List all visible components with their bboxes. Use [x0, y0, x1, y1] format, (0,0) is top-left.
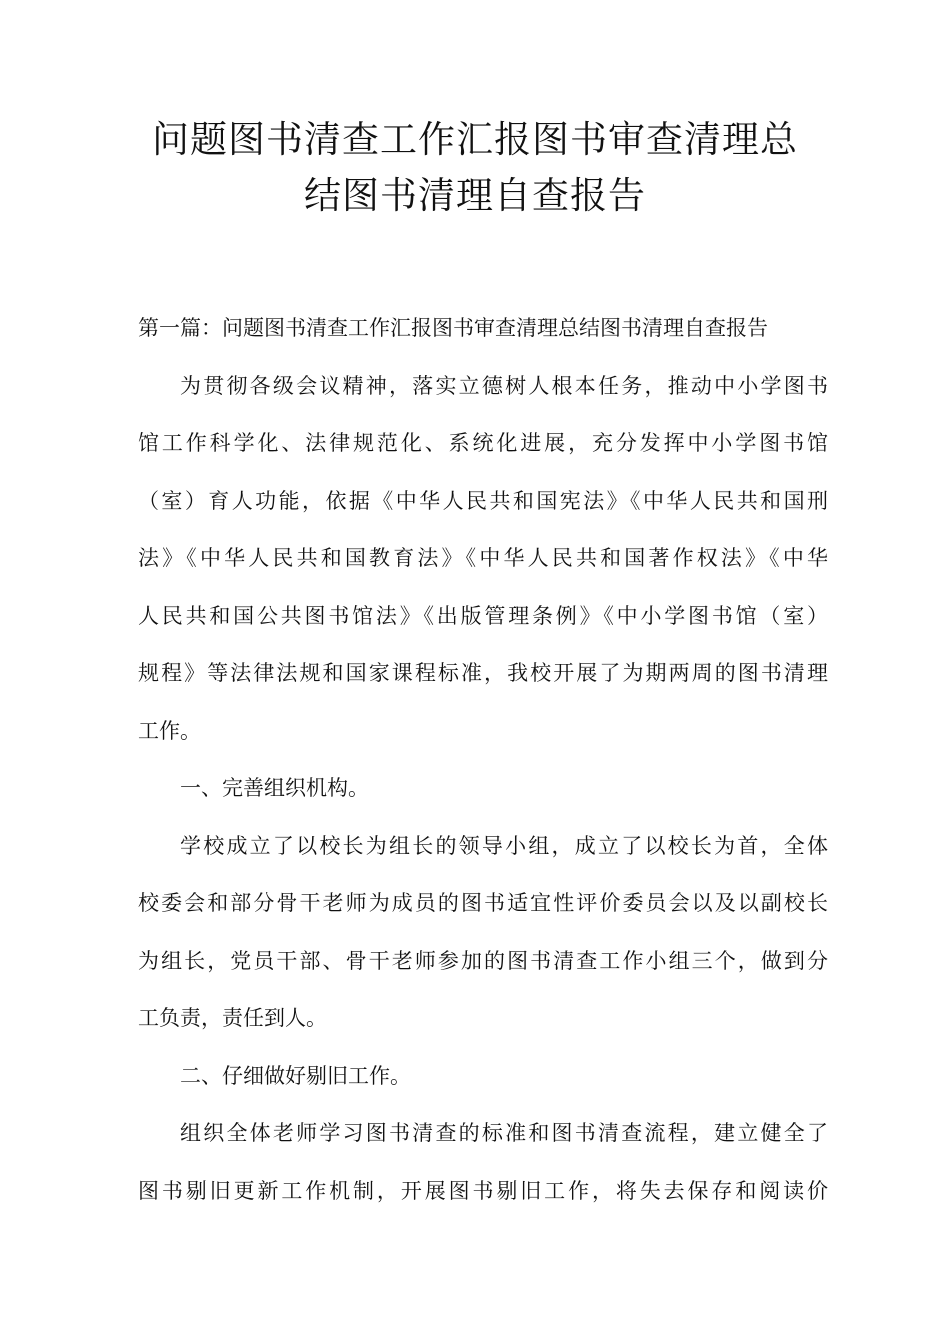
paragraph-line: 规程》等法律法规和国家课程标准，我校开展了为期两周的图书清理 [138, 661, 828, 685]
title-line: 结图书清理自查报告 [304, 174, 646, 217]
paragraph-line: 为贯彻各级会议精神，落实立德树人根本任务，推动中小学图书 [180, 373, 828, 398]
paragraph-line: 工作。 [138, 718, 201, 743]
paragraph-line: 工负责，责任到人。 [138, 1006, 327, 1030]
section-heading: 第一篇：问题图书清查工作汇报图书审查清理总结图书清理自查报告 [138, 316, 768, 340]
document-body [138, 300, 828, 1220]
paragraph-line: 图书剔旧更新工作机制，开展图书剔旧工作，将失去保存和阅读价 [138, 1178, 828, 1203]
paragraph-line: （室）育人功能，依据《中华人民共和国宪法》《中华人民共和国刑 [138, 488, 828, 513]
paragraph-line: 人民共和国公共图书馆法》《出版管理条例》《中小学图书馆（室） [138, 603, 828, 628]
paragraph-line: 组织全体老师学习图书清查的标准和图书清查流程，建立健全了 [180, 1121, 828, 1145]
paragraph-line: 为组长，党员干部、骨干老师参加的图书清查工作小组三个，做到分 [138, 948, 828, 973]
subsection-heading: 二、仔细做好剔旧工作。 [180, 1063, 411, 1088]
title-line: 问题图书清查工作汇报图书审查清理总 [152, 118, 798, 161]
paragraph-line: 法》《中华人民共和国教育法》《中华人民共和国著作权法》《中华 [138, 546, 828, 570]
paragraph-line: 校委会和部分骨干老师为成员的图书适宜性评价委员会以及以副校长 [138, 891, 828, 915]
document-title [120, 112, 830, 224]
subsection-heading: 一、完善组织机构。 [180, 776, 369, 800]
paragraph-line: 馆工作科学化、法律规范化、系统化进展，充分发挥中小学图书馆 [138, 431, 828, 455]
paragraph-line: 学校成立了以校长为组长的领导小组，成立了以校长为首，全体 [180, 833, 828, 858]
